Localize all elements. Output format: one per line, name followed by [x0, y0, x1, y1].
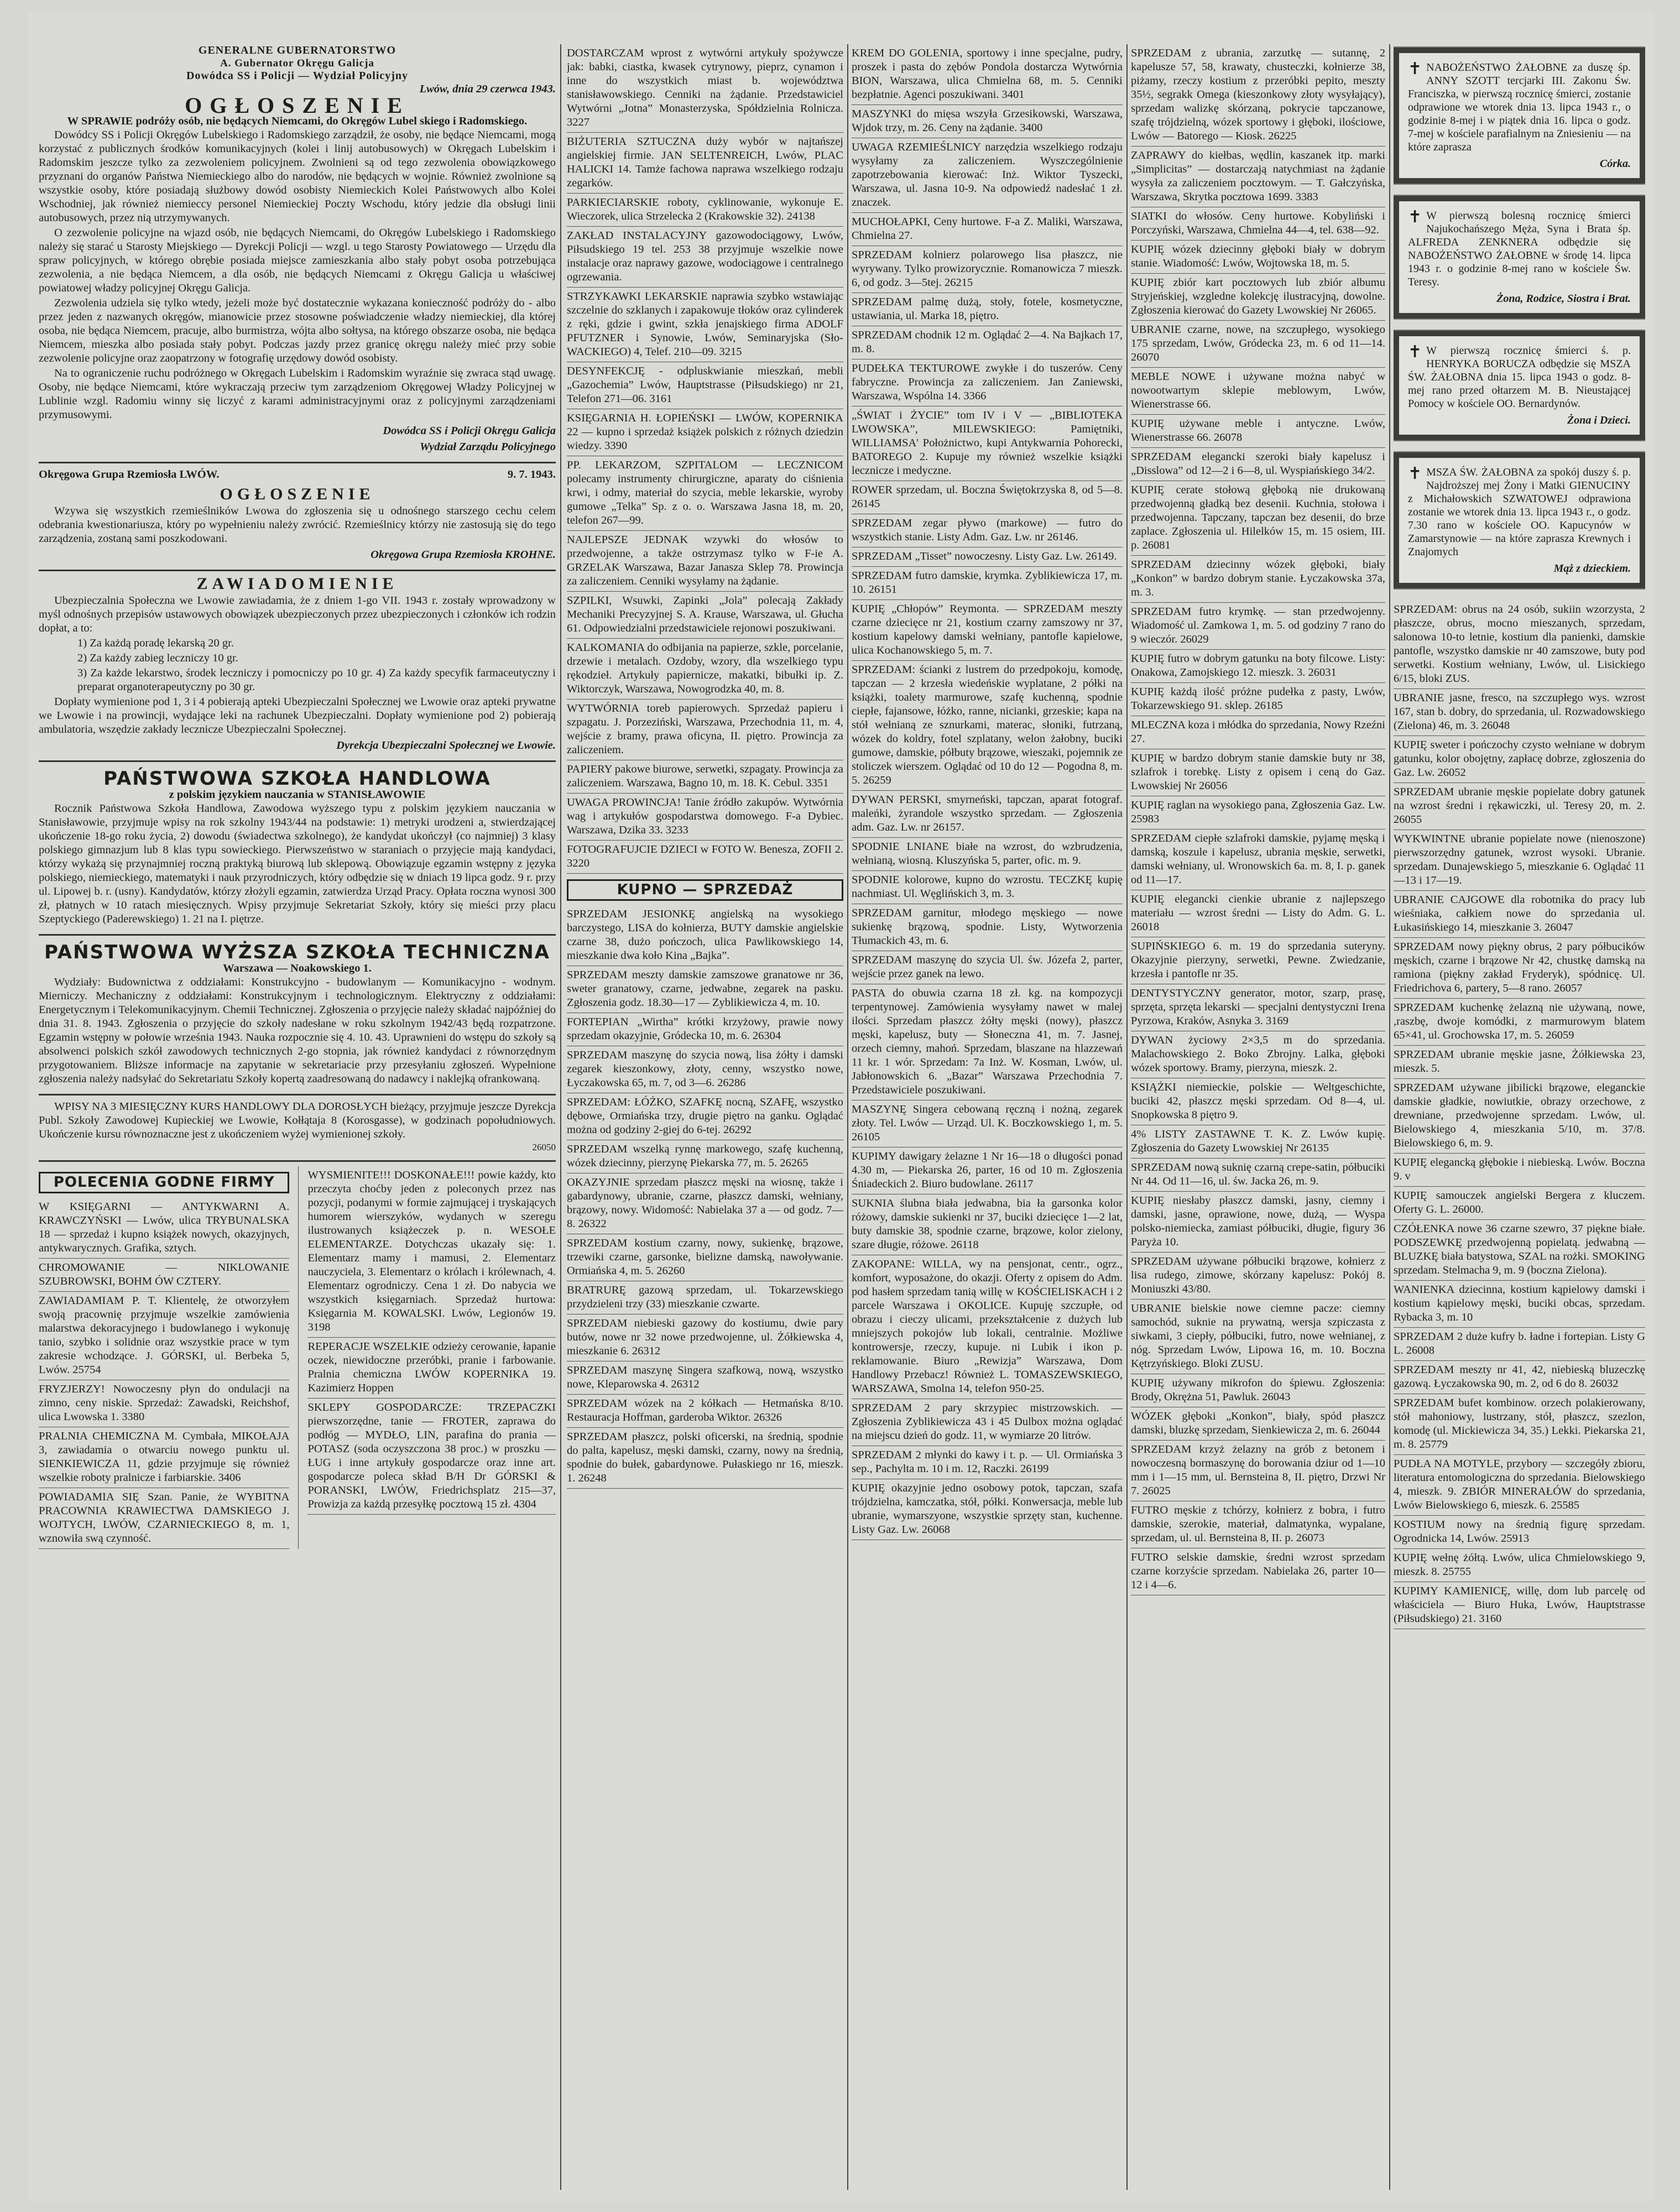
classified-ad: KUPIĘ elegancki cienkie ubranie z najlepszego materiału — wzrost średni — Listy do Adm. G. L. 26018 [1131, 890, 1385, 937]
obituary-list [1394, 48, 1645, 588]
classified-ad: SPRZEDAM 2 pary skrzypiec mistrzowskich. — Zgłoszenia Zyblikiewicza 43 i 45 Dulbox można oglądać na miejscu dzień do godz. 11, w wymiarze 20 litrów. [852, 1399, 1123, 1446]
classified-ad: SPRZEDAM nowy piękny obrus, 2 pary półbucików męskich, czarne i brązowe Nr 42, chustkę damską na ramiona (piękny zakład Fryderyk), spódnicę. Ul. Friedrichova 6, partery, 5—8 rano. 26057 [1394, 938, 1645, 999]
section-divider [39, 934, 556, 936]
firm-ad: FRYZJERZY! Nowoczesny płyn do ondulacji na zimno, ceny niskie. Sprzedaż: Zawadski, Reichshof, ulica Lwowska 1. 3380 [39, 1380, 289, 1427]
classified-ad: KUPIĘ zbiór kart pocztowych lub zbiór albumu Stryjeńskiej, wzgledne kolekcję ilustracyjną, dowolne. Zgłoszenia kierować do Gazety Lwowskiej Nr 26065. [1131, 274, 1385, 321]
classified-ad: SPRZEDAM zegar pływo (markowe) — futro do wszystkich stanie. Listy Adm. Gaz. Lw. nr 26146. [852, 514, 1123, 547]
classified-ad: KUPIĘ niesłaby płaszcz damski, jasny, ciemny i damski, jasne, oprawione, nowe, dużą, — Wyspa polsko-niemiecka, zamiast półbuciki, długie, figury 36 Paryża 10. [1131, 1192, 1385, 1253]
classified-list [1394, 601, 1645, 1629]
classified-ad: SPRZEDAM używane jibilicki brązowe, eleganckie damskie gładkie, nowiutkie, obrazy orzechowe, z drewniane, przedwojenne sprzedam. Lwów, ul. Bielowskiego 4, mieszkania 5/10, m. 37/8. Bielowskiego 6, m. 9. [1394, 1079, 1645, 1154]
classified-ad: SPRZEDAM kuchenkę żelazną nie używaną, nowe, ,raszbę, dwoje komódki, z marmurowym blatem 65×41, ul. Grochowska 17, m. 5. 26059 [1394, 999, 1645, 1046]
classified-ad: SPRZEDAM z ubrania, zarzutkę — sutannę, 2 kapelusze 57, 58, krawaty, chusteczki, kołnierze 38, piżamy, rzeczy kostium z przeróbki pepito, meszty 35½, segrakk Omega (kieszonkowy złoty wysyłający), sprzedam walizkę skórzaną, pokrycie tapczanowe, szafę trójdzielną, wózek sportowy i głęboki, ilościowe, Lwów — Batorego — Kiosk. 26225 [1131, 44, 1385, 147]
classified-ad: MEBLE NOWE i używane można nabyć w nowootwartym sklepie meblowym, Lwów, Wienerstrasse 66. [1131, 368, 1385, 415]
classified-ad: SPRZEDAM krzyż żelazny na grób z betonem i nowoczesną bormaszynę do borowania dziur od 1—10 mm i 1—15 mm, ul. Bernsteina 8, II. piętro, Drzwi Nr 7. 26025 [1131, 1441, 1385, 1501]
obituary-signature: Żona, Rodzice, Siostra i Brat. [1496, 293, 1631, 305]
firm-ad: REPERACJE WSZELKIE odzieży cerowanie, łapanie oczek, niewidoczne przeróbki, pranie i farbowanie. Pralnia chemiczna LWÓW KOPERNIKA 19. Kazimierz Hoppen [307, 1338, 556, 1399]
classified-ad: NAJLEPSZE JEDNAK wzywki do włosów to przedwojenne, a także ostrzymasz tylko w F-ie A. GRZELAK Warszawa, Bazar Janasza Sklep 78. Prowincja za zaliczeniem. Cenniki wysyłamy na żądanie. [567, 531, 843, 592]
gov-header-line: Dowódca SS i Policji — Wydział Policyjny [186, 70, 409, 82]
classified-ad: SPRZEDAM meszty damskie zamszowe granatowe nr 36, sweter granatowy, czarne, jedwabne, zegarek na pasku. Zgłoszenia godz. 18.30—17 — Zyblikiewicza 4, m. 10. [567, 966, 843, 1013]
classified-ad: MLECZNA koza i młódka do sprzedania, Nowy Rzeźni 27. [1131, 716, 1385, 749]
classified-ad: KUPIĘ elegancką głębokie i niebieską. Lwów. Boczna 9. v [1394, 1154, 1645, 1187]
classified-ad: KUPIĘ sweter i pończochy czysto wełniane w dobrym gatunku, kolor obojętny, zapłacę dobrze, zgłoszenia do Gaz. Lw. 26052 [1394, 736, 1645, 783]
obituary-notice [1394, 452, 1645, 588]
classified-ad: SPRZEDAM: ŁÓŻKO, SZAFKĘ nocną, SZAFĘ, wszystko dębowe, Ormiańska trzy, drugie piętro na ganku. Oglądać można od godziny 2-giej do 6-tej. 26292 [567, 1093, 843, 1140]
classified-ad: SPRZEDAM meszty nr 41, 42, niebieską bluzeczkę gazową. Łyczakowska 90, m. 2, od 6 do 8. 26032 [1394, 1361, 1645, 1394]
classified-ad: ZAPRAWY do kiełbas, wędlin, kaszanek itp. marki „Simplicitas” — dostarczają natychmiast na żądanie wysyła za zaliczeniem pocztowym. — T. Gałczyńska, Warszawa, Skrytka pocztowa 1699. 3383 [1131, 147, 1385, 207]
classified-ad: SPRZEDAM maszynę Singera szafkową, nową, wszystko nowe, Kleparowska 4. 26312 [567, 1361, 843, 1395]
classified-ad: KUPIĘ wełnę żółtą. Lwów, ulica Chmielowskiego 9, mieszk. 8. 25755 [1394, 1549, 1645, 1582]
classified-ad: DYWAN PERSKI, smyrneński, tapczan, aparat fotograf. maleńki, żyrandole wszystko sprzedam. — Zgłoszenia adm. Gaz. Lw. nr 26157. [852, 791, 1123, 838]
classified-ad: SPRZEDAM: ścianki z lustrem do przedpokoju, komodę, tapczan — 2 krzesła wiedeńskie wyplatane, 2 półki na książki, toalety marmurowe, szafę kuchenną, spodnie ciepłe, fajansowe, łóżko, ranne, nicianki, grzeskie; kapa na stół wełnianą ze sznurkami, materac, słoniki, futrzaną, wózek do koldry, fotel szplatany, welon żałobny, buciki gumowe, damskie, półbuty brązowe, wieszaki, pojemnik ze stoliczek wierszem. Oglądać od 10 do 12 — Pogodna 8, m. 5. 26259 [852, 661, 1123, 791]
section-divider [39, 462, 556, 463]
classified-ad: SPRZEDAM bufet kombinow. orzech polakierowany, stół mahoniowy, lustrzany, stół, płaszcz, szezlon, komodę (ul. Mickiewicza 34, 35.) Lekki. Piekarska 21, m. 8. 25779 [1394, 1394, 1645, 1455]
course-paragraph: WPISY NA 3 MIESIĘCZNY KURS HANDLOWY DLA DOROSŁYCH bieżący, przyjmuje jeszcze Dyrekcja Publ. Szkoły Zawodowej Kupieckiej we Lwowie, Kołłątaja 8 (Korosgasse), w godzinach popołudniowych. Ukończenie kursu równoznaczne jest z ukończeniem wyżej wymienionej szkoły. [39, 1100, 556, 1140]
classified-ad: WYKWINTNE ubranie popielate nowe (nienoszone) pierwszorzędny gatunek, wzrost wysoki. Ubranie. sprzedam. Dunajewskiego 5, mieszkanie 6. Oglądać 11—13 i 17—19. [1394, 830, 1645, 891]
classified-ad: FORTEPIAN „Wirtha” krótki krzyżowy, prawie nowy sprzedam okazyjnie, Gródecka 10, m. 6. 26304 [567, 1013, 843, 1046]
notice-list-item: 3) Za każde lekarstwo, środek leczniczy i pomocniczy po 10 gr. 4) Za każdy specyfik farmaceutyczny i preparat organoterapeutyczny po 30 gr. [77, 667, 556, 693]
announcement-signature: Dowódca SS i Policji Okręgu Galicja [383, 425, 556, 437]
section-header-box: KUPNO — SPRZEDAŻ [567, 879, 843, 901]
classified-ad: UWAGA RZEMIEŚLNICY narzędzia wszelkiego rodzaju wysyłamy za zaliczeniem. Wyszczególnienie zapotrzebowania kierować: Inż. Wiktor Tyszecki, Warszawa, ul. Jasna 10-9. Na odpowiedź nadesłać 1 zł. znaczek. [852, 138, 1123, 213]
announcement-signature: Okręgowa Grupa Rzemiosła KROHNE. [371, 549, 556, 561]
classified-ad: UBRANIE bielskie nowe ciemne pacze: ciemny samochód, suknie na prywatną, wersja szpiczasta z siwkami, 3 ciepły, półbuciki, futro, nowe wełnianej, z nóg. Sprzedam Lwów, Lipowa 16, m. 10. Boczna Kętrzyńskiego. Bloki ZUSU. [1131, 1300, 1385, 1374]
notice-signature: Dyrekcja Ubezpieczalni Społecznej we Lwowie. [336, 739, 556, 752]
classified-ad: SPRZEDAM JESIONKĘ angielską na wysokiego barczystego, LISA do kołnierza, BUTY damskie angielskie czarne 38, dużo pończoch, ulica Pawlikowskiego 14, mieszkanie dwa koło Kina „Bajka”. [567, 905, 843, 966]
classified-ad: KUPIĘ wózek dziecinny głęboki biały w dobrym stanie. Wiadomość: Lwów, Wojtowska 18, m. 5. [1131, 241, 1385, 274]
obituaries-and-classifieds-column [1394, 44, 1645, 2190]
guild-name: Okręgowa Grupa Rzemiosła LWÓW. [39, 468, 220, 481]
firms-left-column [39, 1166, 289, 1549]
classified-ad: SPRZEDAM maszynę do szycia Ul. św. Józefa 2, parter, wejście przez ganek na lewo. [852, 951, 1123, 984]
classified-ad: UWAGA PROWINCJA! Tanie źródło zakupów. Wytwórnia wag i artykułów gospodarstwa domowego. F-a Dybiec. Warszawa, Dzika 33. 3233 [567, 794, 843, 841]
section-divider [39, 760, 556, 762]
classified-ad: PARKIECIARSKIE roboty, cyklinowanie, wykonuje E. Wieczorek, ulica Strzelecka 2 (Krakowskie 32). 24138 [567, 194, 843, 227]
obituary-notice [1394, 48, 1645, 184]
notice-list-item: 2) Za każdy zabieg leczniczy 10 gr. [77, 652, 238, 664]
obituary-text: W pierwszą rocznicę śmierci ś. p. HENRYKA BORUCZA odbędzie się MSZA ŚW. ŻAŁOBNA dnia 15. lipca 1943 o godz. 8-mej rano przed ołtarzem M. B. Nieustającej Pomocy w kościele OO. Bernardynów. [1408, 345, 1631, 410]
classified-ad: KSIĄŻKI niemieckie, polskie — Weltgeschichte, buciki 42, płaszcz męski sprzedam. Od 8—4, ul. Snopkowska 8 piętro 9. [1131, 1078, 1385, 1125]
classified-ad: SPRZEDAM maszynę do szycia nową, lisa żółty i damski zegarek kieszonkowy, złoty, cenny, wszystko nowe, Łyczakowska 65, m. 7, od 3—6. 26286 [567, 1046, 843, 1093]
classified-ad: PUDEŁKA TEKTUROWE zwykłe i do tuszerów. Ceny fabryczne. Prowincja za zaliczeniem. Jan Zaniewski, Warszawa, Wspólna 14. 3366 [852, 359, 1123, 406]
classified-ad: 4% LISTY ZASTAWNE T. K. Z. Lwów kupię. Zgłoszenia do Gazety Lwowskiej Nr 26135 [1131, 1125, 1385, 1159]
classified-ad: PP. LEKARZOM, SZPITALOM — LECZNICOM polecamy instrumenty chirurgiczne, aparaty do ciśnienia krwi, i odmy, materiał do szycia, meble lekarskie, wyroby gumowe „Telka” Sp. z o. o. Warszawa Jasna 18, m. 20, telefon 267—99. [567, 456, 843, 531]
latin-cross-icon: ✝ [1408, 208, 1422, 226]
classified-ad: FOTOGRAFUJCIE DZIECI w FOTO W. Benesza, ZOFII 2. 3220 [567, 841, 843, 874]
classified-ad: SPRZEDAM „Tisset” nowoczesny. Listy Gaz. Lw. 26149. [852, 547, 1123, 567]
obituary-notice [1394, 196, 1645, 319]
notice-title: ZAWIADOMIENIE [196, 575, 398, 593]
classified-ad: UBRANIE jasne, fresco, na szczupłego wys. wzrost 167, stan b. dobry, do sprzedania, ul. Rozwadowskiego (Zielona) 46, m. 3. 26048 [1394, 689, 1645, 736]
school-subtitle: z polskim językiem nauczania w STANISŁAWOWIE [169, 789, 426, 801]
classified-ad: SPRZEDAM palmę dużą, stoły, fotele, kosmetyczne, ustawiania, ul. Marka 18, piętro. [852, 293, 1123, 326]
firms-right-column [307, 1166, 556, 1549]
latin-cross-icon: ✝ [1408, 465, 1422, 483]
classified-ad: UBRANIE CAJGOWE dla robotnika do pracy lub wieśniaka, całkiem nowe do sprzedania ul. Łukasińskiego 14, mieszkanie 3. 26047 [1394, 891, 1645, 938]
school-paragraph: Rocznik Państwowa Szkoła Handlowa, Zawodowa wyższego typu z polskim językiem nauczania w Stanisławowie, przyjmuje wpisy na rok szkolny 1943/44 na podstawie: 1) metryki urodzeni a, stwierdzającej ukończenie 18-go roku życia, 2) dowodu (świadectwa szkolnego), że kandydat ukończył (co najmniej) 3 klasy polskiego gimnazjum lub 8 klas typu sowieckiego. Pierwszeństwo w staraniach o przyjęcie mają kandydaci, którzy wykażą się przynajmniej roczną praktyką biurową lub sklepową. Obowiązuje egzamin wstępny z języka polskiego, niemieckiego, matematyki i nauk przyrodniczych, który odbędzie się w dniach 19 lipca godz. 9 r. przy ul. Lipowej b. r. (usny). Kandydatów, którzy złożyli egzamin, zatwierdza Urząd Pracy. Opłata roczna wynosi 300 zł, płatnych w 10 ratach miesięcznych. Wpisy przyjmuje Sekretariat Szkoły, który się mieści przy placu Szeptyckiego (Paderewskiego) 1. 21 na I. piętrze. [39, 802, 556, 925]
newspaper-page [28, 11, 1653, 2201]
column-rule [1389, 44, 1390, 2190]
firm-ad: POWIADAMIA SIĘ Szan. Panie, że WYBITNA PRACOWNIA KRAWIECTWA DAMSKIEGO J. WOJTYCH, LWÓW, CZARNIECKIEGO 8, m. 1, wznowiła swą czynność. [39, 1488, 289, 1549]
classified-ad: KSIĘGARNIA H. ŁOPIEŃSKI — LWÓW, KOPERNIKA 22 — kupno i sprzedaż książek polskich z różnych dziedzin wiedzy. 3390 [567, 409, 843, 456]
classified-ad: SIATKI do włosów. Ceny hurtowe. Kobyliński i Porczyński, Warszawa, Chmielna 44—4, tel. 638—92. [1131, 207, 1385, 241]
school-title: PAŃSTWOWA SZKOŁA HANDLOWA [103, 768, 491, 790]
firms-header-box: POLECENIA GODNE FIRMY [39, 1172, 289, 1193]
classified-ad: ZAKOPANE: WILLA, wy na pensjonat, centr., ogrz., komfort, wyposażone, do okazji. Oferty z opisem do Adm. pod hasłem sprzedam tanią willę w KOŚCIELISKACH i 2 parcele Warszawa i OKOLICE. Kupuję szczupłe, od obrazu i cieczy ulicami, przekształcenie z dużych lub mniejszych pokojów lub lokali, centralnie. Możliwe kontrowersje, rzeczy, kupuje. ni Lubik i ikon p. reklamowanie. Biuro „Rewizja” Warszawa, Dom Handlowy Przebacz! Również L. TOMASZEWSKIEGO, WARSZAWA, Smolna 14, telefon 950-25. [852, 1255, 1123, 1399]
classified-ad: SPRZEDAM futro krymkę. — stan przedwojenny. Wiadomość ul. Zamkowa 1, m. 5. od godziny 7 rano do 9 wieczór. 26029 [1131, 603, 1385, 650]
announcement-paragraph: Wzywa się wszystkich rzemieślników Lwowa do zgłoszenia się u odnośnego starszego cechu celem odebrania kwestionariusza, który po wypełnieniu należy zwrócić. Rzemieślnicy którzy nie zastosują się do tego zarządzenia, zostaną sami poszkodowani. [39, 505, 556, 545]
classified-ad: SPRZEDAM wszelką rynnę markowego, szafę kuchenną, wózek dziecinny, pierzynę Piekarska 77, m. 5. 26265 [567, 1140, 843, 1173]
classified-column-3 [852, 44, 1123, 2190]
classified-column-2 [567, 44, 843, 2190]
school-title: PAŃSTWOWA WYŻSZA SZKOŁA TECHNICZNA [44, 941, 550, 963]
classified-ad: PASTA do obuwia czarna 18 zł. kg. na kompozycji terpentynowej. Zamówienia wysyłamy nawet w malej ilości. Sprzedam płaszcz żółty męski (nowy), płaszcz męski, kapelusz, buty — Słoneczna 41, m. 7. Jasnej, orzech ciemny, mahoń. Sprzedam, blaszane na hlazzewań 11 kr. 1 wór. Sprzedam: 7a Inż. W. Kosman, Lwów, ul. Jabłonowskich 6. „Bazar” Warszawa Przechodnia 7. Przedstawiciele poszukiwani. [852, 984, 1123, 1100]
announcement-title: OGŁOSZENIE [220, 485, 375, 503]
notice-paragraph: Ubezpieczalnia Społeczna we Lwowie zawiadamia, że z dniem 1-go VII. 1943 r. zostały wprowadzony w myśl odnośnych przepisów ustawowych obowiązek ubezpieczonych przez ubezpieczonych i członków ich rodzin dopłat, a to: [39, 594, 556, 634]
classified-ad: SPRZEDAM kolnierz polarowego lisa płaszcz, nie wyrywany. Tylko prowizorycznie. Romanowicza 7 mieszk. 6, od godz. 3—5tej. 26215 [852, 246, 1123, 293]
classified-ad: SPRZEDAM płaszcz, polski oficerski, na średnią, spodnie do palta, kapelusz, męski damski, czarny, nowy na średnią, spodnie do bułek, gabardynowe. Pułaskiego nr 16, mieszk. 1. 26248 [567, 1428, 843, 1489]
classified-ad: SPODNIE kolorowe, kupno do wzrostu. TECZKĘ kupię nachmiast. Ul. Węglińskich 3, m. 3. [852, 871, 1123, 904]
classified-ad: KUPIĘ okazyjnie jedno osobowy potok, tapczan, szafa trójdzielna, kamczatka, stół, półki. Konwersacja, meble lub ubranie, wymarszyone, wszystkie sprzęty stan, kuchenne. Listy Gaz. Lw. 26068 [852, 1479, 1123, 1540]
classified-ad: KUPIĘ cerate stołową głęboką nie drukowaną przedwojenną gładką bez desenii. Kuchnia, stołowa i przedwojenna. Tapczany, tapczan bez desenii, do brze zaplace. Zgłoszenia ul. Hilelków 15, m. 15 osiem, III. p. 26081 [1131, 481, 1385, 556]
notice-list-item: 1) Za każdą poradę lekarską 20 gr. [77, 637, 234, 649]
obituary-notice [1394, 331, 1645, 440]
notice-paragraph: Dopłaty wymienione pod 1, 3 i 4 pobierają apteki Ubezpieczalni Społecznej we Lwowie oraz apteki prywatne we Lwowie i na prowincji, wydające leki na rachunek Ubezpieczalni. Dopłaty wymienione pod 2) pobierają ambulatoria, wszędzie zakłady lecznicze Ubezpieczalni Społecznej. [39, 696, 556, 735]
classified-ad: KUPIĘ raglan na wysokiego pana, Zgłoszenia Gaz. Lw. 25983 [1131, 796, 1385, 830]
school-subtitle: Warszawa — Noakowskiego 1. [223, 962, 372, 974]
announcement-paragraph: O zezwolenie policyjne na wjazd osób, nie będących Niemcami, do Okręgów Lubelskiego i Radomskiego należy się starać u Starosty Miejskiego — Dyrekcji Policji — wzgl. u tego Starosty Powiatowego — Urzędu dla spraw policyjnych, w którego obrębie posiada miejsce zamieszkania albo stały pobyt osoba potrzebująca zezwolenia, a nie będąca Niemcem, a dla osób, nie będących Niemcami z Okręgu Galicja u właściwej powiatowej władzy policyjnej Okręgu Galicja. [39, 227, 556, 294]
classified-ad: SPODNIE LNIANE białe na wzrost, do wzbrudzenia, wełnianą, wiosną. Kluszyńska 5, parter, ofic. m. 9. [852, 838, 1123, 871]
classified-ad: SPRZEDAM ubranie męskie jasne, Żółkiewska 23, mieszk. 5. [1394, 1046, 1645, 1079]
firm-ad: W KSIĘGARNI — ANTYKWARNI A. KRAWCZYŃSKI — Lwów, ulica TRYBUNALSKA 18 — sprzedaż i kupno książek nowych, okazyjnych, antykwarycznych. Grafika, sztych. [39, 1198, 289, 1259]
section-divider [39, 570, 556, 571]
classified-ad: BRATRURĘ gazową sprzedam, ul. Tokarzewskiego przydzieleni trzy (33) mieszkanie czwarte. [567, 1281, 843, 1314]
classified-ad: MUCHOŁAPKI, Ceny hurtowe. F-a Z. Maliki, Warszawa, Chmielna 27. [852, 213, 1123, 246]
classified-ad: SUKNIA ślubna biała jedwabna, bia ła garsonka kolor różowy, damskie sukienki nr 37, buciki dziecięce 1—2 lat, buty damskie 38, spodnie czarne, brązowe, kolor zielony, szare długie, różowe. 26118 [852, 1194, 1123, 1255]
classified-ad: SPRZEDAM chodnik 12 m. Oglądać 2—4. Na Bajkach 17, m. 8. [852, 326, 1123, 359]
classified-ad: SPRZEDAM: obrus na 24 osób, sukiin wzorzysta, 2 płaszcze, obrus, mocno mieszanych, sprzedam, salonowa 10-to letnie, kostium dla panienki, damskie pantofle, wszystko damskie nr 40 zamszowe, buty pod serwetki. Kostium wełniany, Lwów, ul. Lisickiego 6/15, bloki ZUS. [1394, 601, 1645, 689]
classified-ad: DYWAN życiowy 2×3,5 m do sprzedania. Malachowskiego 2. Boko Zbrojny. Lalka, głęboki wózek sportowy. Bramy, pierzyna, mieszk. 2. [1131, 1031, 1385, 1078]
classified-ad: FUTRO męskie z tchórzy, kołnierz z bobra, i futro damskie, szerokie, materiał, dalmatynka, wypalane, sprzedam, ul. ul. Bernsteina 8, II. p. 26073 [1131, 1501, 1385, 1548]
classified-ad: SPRZEDAM ciepłe szlafroki damskie, pyjamę męską i damską, koszule i kapelusz, ubrania męskie, serwetki, damski wełniany, ul. Wronowskich 6a. m. 8, I. p. ganek od 11—17. [1131, 830, 1385, 890]
announcement-date: Lwów, dnia 29 czerwca 1943. [419, 83, 556, 95]
column-rule [847, 44, 848, 2190]
classified-ad: SPRZEDAM garnitur, młodego męskiego — nowe sukienkę brązową, spodnie. Listy, Wytworzenia Tłumackich 43, m. 6. [852, 904, 1123, 951]
ad-number: 26050 [532, 1142, 556, 1152]
announcement-paragraph: Zezwolenia udziela się tylko wtedy, jeżeli może być dostatecznie wykazana konieczność podróży do - albo przez jeden z nazwanych okręgów, mianowicie przez stosowne poświadczenie władzy niemieckiej, dla której osoba, nie będąca Niemcem, pracuje, albo burmistrza, wójta albo sołtysa, na którego obszarze osoba, nie będąca Niemcem, mieszka albo posiada stały pobyt. Podczas jazdy przez granicę okręgu należy mieć przy sobie zezwolenie policyjne oraz zaopatrzony w fotografię urzędowy dowód osobisty. [39, 297, 556, 364]
classified-ad: ROWER sprzedam, ul. Boczna Świętokrzyska 8, od 5—8. 26145 [852, 481, 1123, 514]
classified-ad: SPRZEDAM wózek na 2 kółkach — Hetmańska 8/10. Restauracja Hoffman, garderoba Wiktor. 26326 [567, 1395, 843, 1428]
classified-ad: DENTYSTYCZNY generator, motor, szarp, prasę, sprzęta, sprzęta lekarski — specjalni dentystyczni Irena Pyrzowa, Kraków, Asnyka 3. 3169 [1131, 984, 1385, 1031]
obituary-text: W pierwszą bolesną rocznicę śmierci Najukochańszego Męża, Syna i Brata śp. ALFREDA ZENKNERA odbędzie się NABOŻEŃSTWO ŻAŁOBNE w środę 14. lipca 1943 r. o godzinie 8-mej rano w kościele Św. Teresy. [1408, 210, 1631, 288]
announcement-paragraph: Dowódcy SS i Policji Okręgów Lubelskiego i Radomskiego zarządził, że osoby, nie będące Niemcami, mogą korzystać z publicznych środków komunikacyjnych (kolei i linij autobusowych) w Okręgach Lubelskim i Radomskim jeszcze tylko za zezwoleniem policyjnem. Zwolnieni są od tego zezwolenia obowiązkowego przyznani do organów Państwa Niemieckiego albo do narodów, nie będących w wojnie. Również zwolnione są wszystkie osoby, które posiadają służbowy dowód osobisty Niemieckich Kolei Państwowych albo Kolei Wschodniej, jak również niemieccy personel Niemieckiej Poczty Wschodu, który jedzie dla obsługi linii autobusowych, przez nią utrzymywanych. [39, 129, 556, 224]
classified-ad: WYTWÓRNIA toreb papierowych. Sprzedaż papieru i szpagatu. J. Porzeziński, Warszawa, Przechodnia 11, m. 4, wejście z bramy, prawa oficyna, II. piętro. Prowincja za zaliczeniem. [567, 700, 843, 760]
section-divider [39, 1160, 556, 1162]
classified-ad: SPRZEDAM nową suknię czarną crepe-satin, półbuciki Nr 44. Od 11—16, ul. św. Jacka 26, m. 9. [1131, 1159, 1385, 1192]
classified-ad: KREM DO GOLENIA, sportowy i inne specjalne, pudry, proszek i pasta do zębów Pondola dostarcza Wytwórnia BION, Warszawa, ulica Chmielna 68, m. 5. Cenniki bezpłatnie. Agenci poszukiwani. 3401 [852, 44, 1123, 105]
classified-ad: KUPIĘ używane meble i antyczne. Lwów, Wienerstrasse 66. 26078 [1131, 415, 1385, 448]
obituary-text: NABOŻEŃSTWO ŻAŁOBNE za duszę śp. ANNY SZOTT tercjarki III. Zakonu Św. Franciszka, w pierwszą rocznicę śmierci, zostanie odprawione we wtorek dnia 13. lipca 1943 r., o godzinie 8-mej i w piątek dnia 16. lipca o godz. 7-mej w kościele parafialnym na Zniesieniu — na które zaprasza [1408, 61, 1631, 153]
firm-ad: SKLEPY GOSPODARCZE: TRZEPACZKI pierwszorzędne, tanie — FROTER, zaprawa do podłóg — MYDŁO, LIN, parafina do prania — POTASZ (soda oczyszczona 38 proc.) w proszku — ŁUG i inne artykuły gospodarcze oraz inne art. gospodarcze poleca skład B/H Dr GÓRSKI & PORANSKI, LWÓW, Friedrichsplatz 215—37, Prowizja za każdą przesyłkę pocztową 15 zł. 4304 [307, 1399, 556, 1515]
classified-ad: SPRZEDAM niebieski gazowy do kostiumu, dwie pary butów, nowe nr 32 nowe przedwojenne, ul. Żółkiewska 4, mieszkanie 6. 26312 [567, 1314, 843, 1361]
classified-ad: KALKOMANIA do odbijania na papierze, szkle, porcelanie, drzewie i metalach. Ozdoby, wzory, dla wszelkiego typu rękodzieł. Artykuły papiernicze, makatki, bibułki ip. Z. Wiktorczyk, Warszawa, Nowogrodzka 40, m. 8. [567, 639, 843, 700]
classified-ad: KUPIMY KAMIENICĘ, willę, dom lub parcelę od właściciela — Biuro Huka, Lwów, Hauptstrasse (Piłsudskiego) 21. 3160 [1394, 1582, 1645, 1629]
official-announcements-column [39, 44, 556, 2190]
classified-ad: KUPIĘ „Chłopów” Reymonta. — SPRZEDAM meszty czarne dziecięce nr 21, kostium czarny zamszowy nr 37, kostium kapelowy damski wełniany, pantofle kapielowe, ulica Kochanowskiego 5, m. 7. [852, 600, 1123, 661]
classified-ad: SPRZEDAM futro damskie, krymka. Zyblikiewicza 17, m. 10. 26151 [852, 567, 1123, 600]
classified-ad: STRZYKAWKI LEKARSKIE naprawia szybko wstawiając szczelnie do szklanych i zapakowuje tłoków oraz cylinderek z ręki, gdzie i gwint, szkła jenajskiego firma ADOLF PFUTZNER i Synowie, Lwów, Seminaryjska (Sło-WACKIEGO) 4, Telef. 210—09. 3215 [567, 288, 843, 362]
gov-header-line: GENERALNE GUBERNATORSTWO [198, 44, 396, 56]
gov-header-line: A. Gubernator Okręgu Galicja [220, 58, 374, 69]
announcement-subtitle: W SPRAWIE podróży osób, nie będących Niemcami, do Okręgów Lubel skiego i Radomskiego. [67, 115, 528, 127]
classified-ad: SPRZEDAM ubranie męskie popielate dobry gatunek na wzrost średni i rękawiczki, ul. Teresy 20, m. 2. 26055 [1394, 783, 1645, 830]
classified-ad: SPRZEDAM elegancki szeroki biały kapelusz i „Disslowa” od 12—2 i 6—8, ul. Wyspiańskiego 34/2. [1131, 448, 1385, 481]
classified-ad: „ŚWIAT i ŻYCIE” tom IV i V — „BIBLIOTEKA LWOWSKA”, MILEWSKIEGO: Pamiętniki, WILLIAMSA' Położnictwo, kupi Antykwarnia Pohorecki, BATOREGO 2. Kupuje my również wszelkie książki lecznicze i medyczne. [852, 406, 1123, 481]
classified-ad: DESYNFEKCJĘ - odpluskwianie mieszkań, mebli „Gazochemia” Lwów, Hauptstrasse (Piłsudskiego) nr 21, Telefon 271—06. 3161 [567, 362, 843, 409]
classified-ad: SPRZEDAM dziecinny wózek głęboki, biały „Konkon” w bardzo dobrym stanie. Łyczakowska 37a, m. 3. [1131, 556, 1385, 603]
classified-ad: SPRZEDAM kostium czarny, nowy, sukienkę, brązowe, trzewiki czarne, garsonke, bielizne damską, nawoływanie. Ormiańska 4, m. 5. 26260 [567, 1234, 843, 1281]
classified-ad: KUPIĘ futro w dobrym gatunku na boty filcowe. Listy: Onakowa, Zamojskiego 12. mieszk. 3. 26031 [1131, 650, 1385, 683]
firms-section [39, 1166, 556, 1549]
classified-ad: WÓZEK głęboki „Konkon”, biały, spód płaszcz damski, bluzkę sprzedam, Sienkiewicza 2, m. 6. 26044 [1131, 1407, 1385, 1441]
latin-cross-icon: ✝ [1408, 343, 1422, 361]
guild-header [39, 468, 556, 482]
classified-column-4 [1131, 44, 1385, 2190]
firm-ad: CHROMOWANIE — NIKLOWANIE SZUBROWSKI, BOHM ÓW CZTERY. [39, 1259, 289, 1292]
obituary-signature: Mąż z dzieckiem. [1553, 562, 1631, 575]
section-divider [39, 1094, 556, 1095]
firm-ad: PRALNIA CHEMICZNA M. Cymbała, MIKOŁAJA 3, zawiadamia o otwarciu nowego punktu ul. SIENKIEWICZA 11, gdzie przyjmuje się również wszelkie roboty pralnicze i farbiarskie. 3406 [39, 1427, 289, 1488]
classified-ad: SPRZEDAM 2 duże kufry b. ładne i fortepian. Listy G L. 26008 [1394, 1328, 1645, 1361]
announcement-paragraph: Na to ograniczenie ruchu podróżnego w Okręgach Lubelskim i Radomskim wyraźnie się zwraca stąd uwagę. Osoby, nie będące Niemcami, które wykraczają przeciw tym zarządzeniom Okręgowej Władzy Policyjnej w Lublinie wzgl. Radomiu winny się liczyć z karami administracyjnymi oraz z policyjnymi zarządzeniami przymusowymi. [39, 367, 556, 421]
classified-ad: WANIENKA dziecinna, kostium kąpielowy damski i kostium kąpielowy męski, buciki obcas, sprzedam. Rybacka 3, m. 10 [1394, 1281, 1645, 1328]
classified-ad: CZÓŁENKA nowe 36 czarne szewro, 37 piękne białe. PODSZEWKĘ przedwojenną popielatą. jedwabną — BLUZKĘ biała batystowa, SZAL na rożki. SMOKING sprzedam. Stelmacha 9, m. 9 (boczna Zielona). [1394, 1220, 1645, 1281]
classified-ad: SUPIŃSKIEGO 6. m. 19 do sprzedania suteryny. Okazyjnie pierzyny, serwetki, Pewne. Zwiedzanie, krzesła i pantofle nr 35. [1131, 937, 1385, 984]
classified-ad: PUDŁA NA MOTYLE, przybory — szczegóły zbioru, literatura entomologiczna do sprzedania. Bielowskiego 4, mieszk. 9. ZBIÓR MINERAŁÓW do sprzedania, Lwów Bielowskiego 6, mieszk. 6. 25585 [1394, 1455, 1645, 1516]
classified-ad: OKAZYJNIE sprzedam płaszcz męski na wiosnę, także i gabardynowy, ubranie, czarne, płaszcz damski, wełniany, brązowy, nowy. Widomość: Nabielaka 37 a — od godz. 7—8. 26322 [567, 1173, 843, 1234]
classified-ad: BIŻUTERIA SZTUCZNA duży wybór w najtańszej angielskiej firmie. JAN SELTENREICH, Lwów, PLAC HALICKI 14. Tamże fachowa naprawa wszelkiego rodzaju zegarków. [567, 133, 843, 194]
classified-ad: KUPIĘ w bardzo dobrym stanie damskie buty nr 38, szlafrok i torebkę. Listy z opisem i ceną do Gaz. Lwowskiej Nr 26056 [1131, 749, 1385, 796]
classified-ad: DOSTARCZAM wprost z wytwórni artykuły spożywcze jak: babki, ciastka, kwasek cytrynowy, pieprz, cynamon i inne do wszystkich miast b. województwa stanisławowskiego. Cenniki na żądanie. Przedstawiciel Wytwórni „Jotna” Monasterzyska, Spółdzielnia Rolnicza. 3227 [567, 44, 843, 133]
classified-ad: SPRZEDAM 2 młynki do kawy i t. p. — Ul. Ormiańska 3 sep., Pachylta m. 10 i m. 12, Raczki. 26199 [852, 1446, 1123, 1479]
classified-ad: UBRANIE czarne, nowe, na szczupłego, wysokiego 175 sprzedam, Lwów, Gródecka 23, m. 6 od 11—14. 26070 [1131, 321, 1385, 368]
classified-ad: ZAKŁAD INSTALACYJNY gazowodociągowy, Lwów, Piłsudskiego 19 tel. 253 38 przyjmuje wszelkie nowe instalacje oraz naprawy gazowe, wodociągowe i centralnego ogrzewania. [567, 227, 843, 288]
obituary-text: MSZA ŚW. ŻAŁOBNA za spokój duszy ś. p. Najdroższej mej Żony i Matki GIENUCINY z Michałowskich SZWATOWEJ odprawiona zostanie we wtorek dnia 13. lipca 1943 r., o godz. 7.30 rano w kościele OO. Kapucynów w Zamarstynowie — na które zaprasza Krewnych i Znajomych [1408, 466, 1631, 558]
classified-ad: PAPIERY pakowe biurowe, serwetki, szpagaty. Prowincja za zaliczeniem. Warszawa, Bagno 10, m. 18. K. Cebul. 3351 [567, 760, 843, 794]
column-rule [298, 1166, 299, 1549]
announcement-signature: Wydział Zarządu Policyjnego [420, 441, 556, 453]
classified-ad: KUPIĘ samouczek angielski Bergera z kluczem. Oferty G. L. 26000. [1394, 1187, 1645, 1220]
guild-date: 9. 7. 1943. [507, 468, 556, 481]
classified-ad: KUPIĘ używany mikrofon do śpiewu. Zgłoszenia: Brody, Okrężna 51, Pawluk. 26043 [1131, 1374, 1385, 1407]
classified-ad: SZPILKI, Wsuwki, Zapinki „Jola” polecają Zakłady Mechaniki Precyzyjnej S. A. Krause, Warszawa, ul. Głucha 61. Odpowiedzialni przedstawiciele rejonowi poszukiwani. [567, 592, 843, 639]
school-paragraph: Wydziały: Budownictwa z oddziałami: Konstrukcyjno - budowlanym — Komunikacyjno - wodnym. Mierniczy. Mechaniczny z oddziałami: Konstrukcyjnym i technologicznym. Elektryczny z oddziałami: Energetycznym i Telekomunikacyjnym. Chemii Technicznej. Zgłoszenia o przyjęcie należy składać najpóźniej do dnia 31. 8. 1943. Zgłoszenia o przyjęcie do szkoły nadesłane w roku szkolnym 1942/43 będą rozpatrzone. Egzamin wstępny w połowie września 1943. Nauka rozpocznie się 4. 10. 43. Uprawnieni do wstępu do szkoły są absolwenci polskich szkół zawodowych technicznych 2-go stopnia, jak również kandydaci z równorzędnym przygotowaniem. Bliższe informacje na zapytanie w sekretariacie przy przesyłaniu zgłoszeń. Wypełnione zgłoszenia należy nadsyłać do Sekretariatu Szkoły kopertą zaadresowaną do nadawcy i naklejką ofrankowaną. [39, 976, 556, 1085]
classified-ad: MASZYNĘ Singera cebowaną ręczną i nożną, zegarek złoty. Tel. Lwów — Urząd. Ul. K. Boczkowskiego 1, m. 5. 26105 [852, 1100, 1123, 1147]
classified-ad: SPRZEDAM używane półbuciki brązowe, kołnierz z lisa rudego, zimowe, skórzany kapelusz: Pokój 8. Moniuszki 43/80. [1131, 1253, 1385, 1300]
obituary-signature: Córka. [1599, 158, 1631, 170]
classified-ad: KOSTIUM nowy na średnią figurę sprzedam. Ogrodnicka 14, Lwów. 25913 [1394, 1516, 1645, 1549]
firm-ad: WYSMIENITE!!! DOSKONAŁE!!! powie każdy, kto przeczyta choćby jeden z poleconych przez nas pozycji, podanymi w formie zajmującej i tryskających humorem wierszyków, wydanych w szeregu ilustrowanych książeczek p. n. WESOŁE ELEMENTARZE. Dotychczas ukazały się: 1. Elementarz mamy i mamusi, 2. Elementarz nauczyciela, 3. Elementarz o królach i królewnach, 4. Elementarz ogrodniczy. Cena 1 zł. Do nabycia we wszystkich księgarniach. Sprzedaż hurtowa: Księgarnia M. KOWALSKI. Lwów, Legionów 19. 3198 [307, 1166, 556, 1338]
column-rule [1126, 44, 1128, 2190]
obituary-signature: Żona i Dzieci. [1567, 414, 1631, 426]
classified-ad: KUPIĘ każdą ilość próżne pudełka z pasty, Lwów, Tokarzewskiego 91. sklep. 26185 [1131, 683, 1385, 716]
classified-ad: MASZYNKI do mięsa wszyła Grzesikowski, Warszawa, Wjdok trzy, m. 26. Ceny na żądanie. 3400 [852, 105, 1123, 138]
classified-ad: FUTRO selskie damskie, średni wzrost sprzedam czarne korzyście sprzedam. Nabielaka 26, parter 10—12 i 4—6. [1131, 1548, 1385, 1595]
latin-cross-icon: ✝ [1408, 60, 1422, 78]
firm-ad: ZAWIADAMIAM P. T. Klientelę, że otworzyłem swoją pracownię przyjmuje wszelkie zamówienia malarstwa dekoracyjnego i budowlanego i wykonuję tanio, szybko i solidnie oraz wszystkie prace w tym zakresie wchodzące. J. GÓRSKI, ul. Berbeka 5, Lwów. 25754 [39, 1292, 289, 1380]
classified-ad: KUPIMY dawigary żelazne 1 Nr 16—18 o długości ponad 4.30 m, — Piekarska 26, parter, 16 od 10 m. Zgłoszenia Śniadeckich 2. Biuro budowlane. 26117 [852, 1147, 1123, 1194]
announcement-title: OGŁOSZENIE [185, 93, 410, 118]
column-rule [560, 44, 561, 2190]
